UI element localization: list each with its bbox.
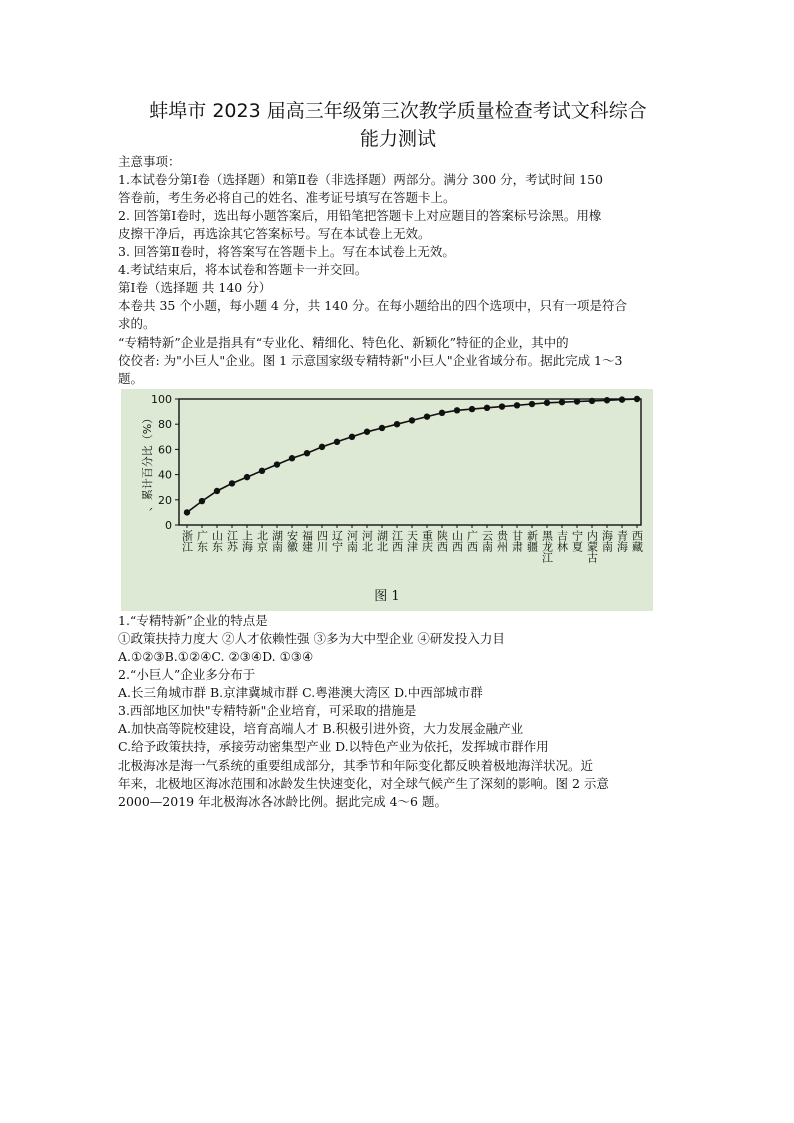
passage-2: 2000—2019 年北极海冰各冰龄比例。据此完成 4～6 题。 xyxy=(118,794,447,809)
x-tick-label: 新疆 xyxy=(525,530,539,552)
intro-text: “专精特新”企业是指具有“专业化、精细化、特色化、新颖化”特征的企业，其中的 xyxy=(118,335,569,350)
data-point xyxy=(424,413,430,419)
notice-heading: 主意事项： xyxy=(118,154,181,169)
data-point xyxy=(619,396,625,402)
section-desc: 本卷共 35 个小题，每小题 4 分，共 140 分。在每小题给出的四个选项中，只有一项是符合 xyxy=(118,298,628,313)
data-point xyxy=(439,410,445,416)
y-tick-label: 40 xyxy=(158,468,172,482)
question-2: 2.“小巨人”企业多分布于 xyxy=(118,667,256,682)
data-point xyxy=(349,434,355,440)
data-point xyxy=(214,488,220,494)
data-point xyxy=(289,455,295,461)
x-tick-label: 甘肃 xyxy=(510,530,524,552)
x-tick-label: 云南 xyxy=(480,530,494,552)
question-1: 1.“专精特新”企业的特点是 xyxy=(118,613,268,628)
x-tick-label: 海南 xyxy=(600,530,614,552)
figure-1-chart xyxy=(121,389,653,611)
question-3: 3.西部地区加快"专精特新"企业培育，可采取的措施是 xyxy=(118,703,417,718)
data-point xyxy=(364,429,370,435)
exam-title-line2: 能力测试 xyxy=(359,128,436,150)
x-tick-label: 山西 xyxy=(450,530,464,552)
x-tick-label: 辽宁 xyxy=(330,530,344,552)
x-tick-label: 西藏 xyxy=(630,530,644,552)
data-point xyxy=(469,406,475,412)
y-axis-label: 、累计百分比（%） xyxy=(141,412,154,512)
data-point xyxy=(199,498,205,504)
x-tick-label: 陕西 xyxy=(435,530,449,552)
question-1-answers: A.①②③B.①②④C. ②③④D. ①③④ xyxy=(118,649,314,664)
data-point xyxy=(514,402,520,408)
x-tick-label: 天津 xyxy=(405,530,419,552)
x-tick-label: 湖北 xyxy=(375,530,389,552)
x-tick-label: 湖南 xyxy=(270,530,284,552)
data-point xyxy=(454,407,460,413)
x-tick-label: 四川 xyxy=(315,530,329,552)
data-point xyxy=(544,400,550,406)
passage-2: 年来，北极地区海冰范围和冰龄发生快速变化，对全球气候产生了深刻的影响。图 2 示意 xyxy=(118,776,609,791)
data-point xyxy=(409,417,415,423)
data-point xyxy=(604,397,610,403)
x-tick-label: 北京 xyxy=(255,530,269,552)
y-tick-label: 0 xyxy=(165,519,172,532)
data-point xyxy=(589,398,595,404)
x-tick-label: 福建 xyxy=(300,530,314,552)
data-point xyxy=(319,444,325,450)
notice-line: 2. 回答第Ⅰ卷时，选出每小题答案后，用铅笔把答题卡上对应题目的答案标号涂黑。用橡 xyxy=(118,208,602,223)
section-desc: 求的。 xyxy=(118,316,156,331)
notice-line: 皮擦干净后，再选涂其它答案标号。写在本试卷上无效。 xyxy=(118,226,431,241)
y-tick-label: 80 xyxy=(158,418,172,432)
x-tick-label: 河北 xyxy=(360,530,374,552)
x-tick-label: 吉林 xyxy=(555,530,569,552)
intro-text: 题。 xyxy=(118,371,144,386)
data-point xyxy=(229,480,235,486)
y-tick-label: 60 xyxy=(158,443,172,457)
question-3-answers-ab: A.加快高等院校建设，培育高端人才 B.积极引进外资，大力发展金融产业 xyxy=(118,721,524,736)
data-point xyxy=(244,474,250,480)
passage-2: 北极海冰是海一气系统的重要组成部分，其季节和年际变化都反映着极地海洋状况。近 xyxy=(118,758,594,773)
x-tick-label: 内蒙古 xyxy=(585,530,599,563)
y-tick-label: 100 xyxy=(151,393,172,406)
data-point xyxy=(184,509,190,515)
figure-caption: 图 1 xyxy=(374,589,400,604)
data-point xyxy=(529,401,535,407)
x-tick-label: 河南 xyxy=(345,530,359,552)
notice-line: 3. 回答第Ⅱ卷时，将答案写在答题卡上。写在本试卷上无效。 xyxy=(118,244,455,259)
x-tick-label: 青海 xyxy=(615,530,629,552)
x-tick-label: 山东 xyxy=(210,530,224,552)
section-heading: 第Ⅰ卷（选择题 共 140 分） xyxy=(118,280,272,295)
x-tick-label: 黑龙江 xyxy=(540,530,554,563)
data-point xyxy=(499,403,505,409)
x-tick-label: 广西 xyxy=(465,530,479,552)
exam-title: 蚌埠市 2023 届高三年级第三次教学质量检查考试文科综合 xyxy=(149,100,647,122)
x-tick-label: 广东 xyxy=(195,530,209,552)
question-3-answers-cd: C.给予政策扶持，承接劳动密集型产业 D.以特色产业为依托，发挥城市群作用 xyxy=(118,739,549,754)
x-tick-label: 上海 xyxy=(240,530,254,552)
notice-line: 1.本试卷分第Ⅰ卷（选择题）和第Ⅱ卷（非选择题）两部分。满分 300 分，考试时间 150 xyxy=(118,172,603,187)
intro-text: 佼佼者: 为"小巨人"企业。图 1 示意国家级专精特新"小巨人"企业省域分布。据此完成 1～3 xyxy=(118,353,623,368)
data-point xyxy=(574,398,580,404)
data-point xyxy=(484,405,490,411)
notice-line: 答卷前，考生务必将自己的姓名、准考证号填写在答题卡上。 xyxy=(118,190,456,205)
x-tick-label: 江苏 xyxy=(225,530,239,552)
data-point xyxy=(304,450,310,456)
data-point xyxy=(274,461,280,467)
notice-line: 4.考试结束后，将本试卷和答题卡一并交回。 xyxy=(118,262,368,277)
data-point xyxy=(559,399,565,405)
question-2-answers: A.长三角城市群 B.京津冀城市群 C.粤港澳大湾区 D.中西部城市群 xyxy=(118,685,483,700)
question-1-options: ①政策扶持力度大 ②人才依赖性强 ③多为大中型企业 ④研发投入力目 xyxy=(118,631,505,646)
data-point xyxy=(259,468,265,474)
x-tick-label: 浙江 xyxy=(180,530,194,552)
x-tick-label: 宁夏 xyxy=(570,530,584,552)
x-tick-label: 贵州 xyxy=(495,530,509,552)
x-tick-label: 重庆 xyxy=(420,530,434,552)
x-tick-label: 江西 xyxy=(390,530,404,552)
y-tick-label: 20 xyxy=(158,493,172,507)
x-tick-label: 安徽 xyxy=(285,530,299,552)
data-point xyxy=(634,396,640,402)
data-point xyxy=(334,439,340,445)
data-point xyxy=(379,425,385,431)
data-point xyxy=(394,421,400,427)
